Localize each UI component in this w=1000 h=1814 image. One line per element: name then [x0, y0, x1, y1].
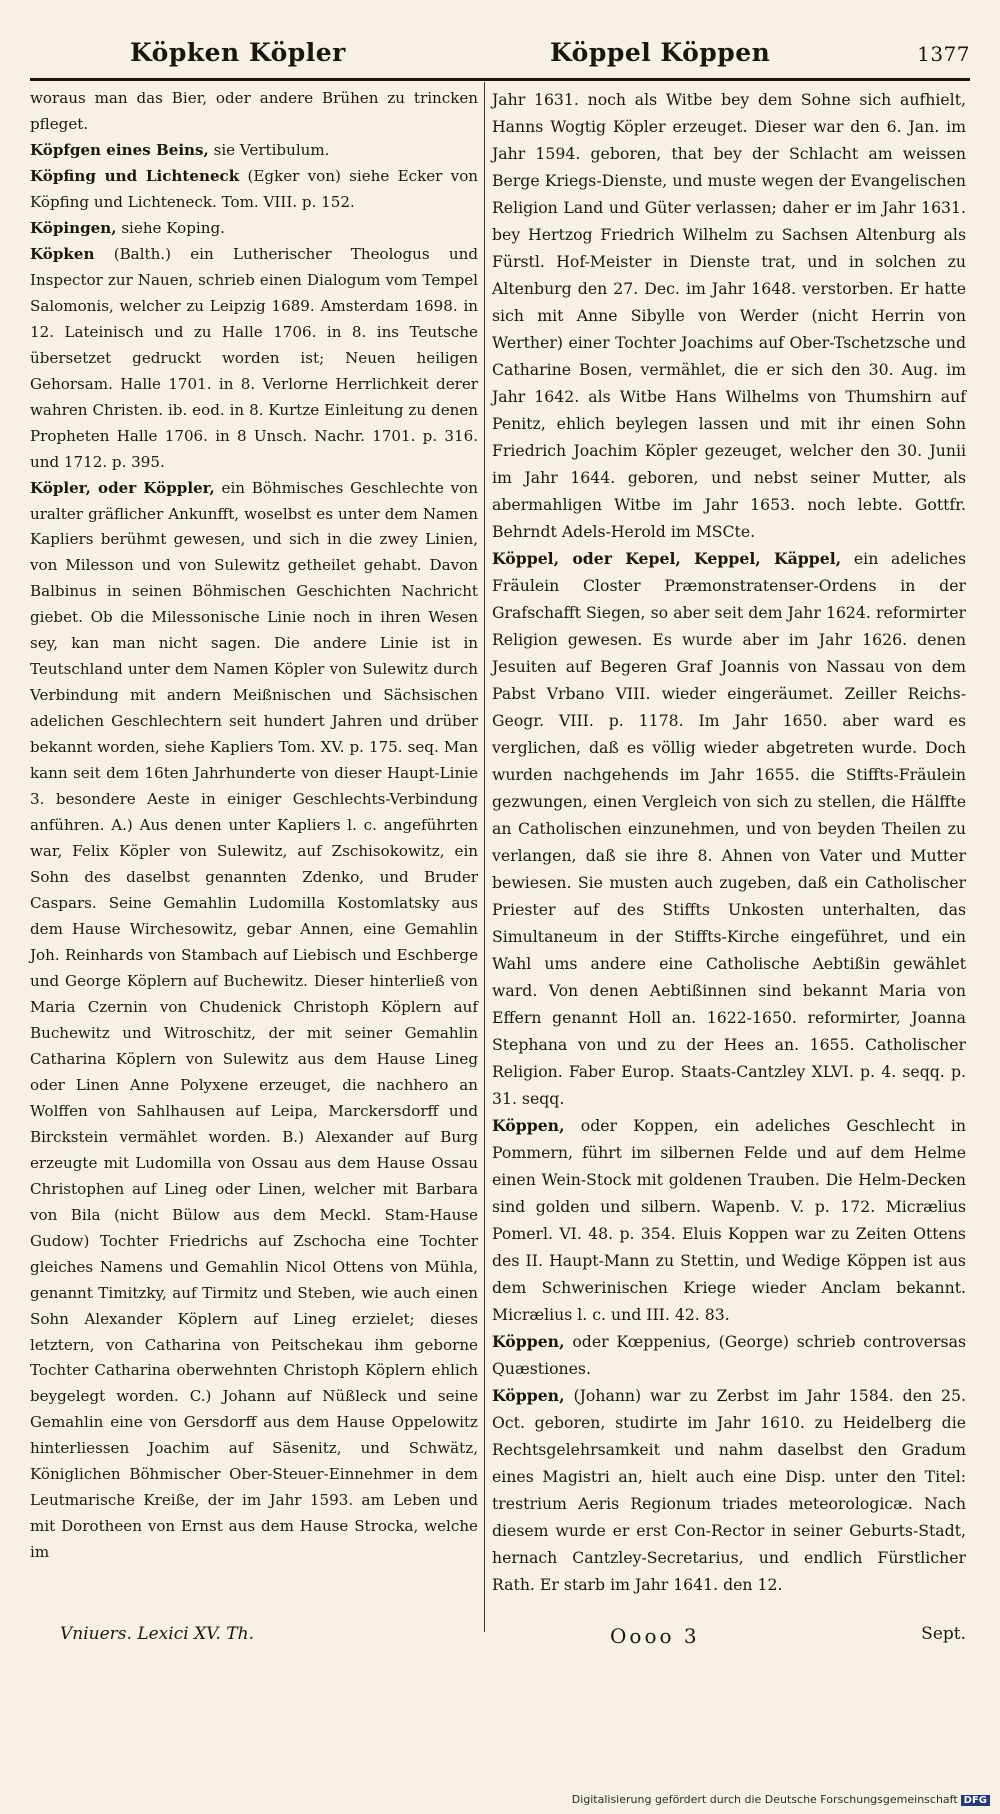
entry-text: sie Vertibulum.	[208, 140, 330, 159]
entry-headword: Köpfgen eines Beins,	[30, 140, 209, 159]
right-column	[492, 86, 966, 1598]
entry-headword: Köppen,	[492, 1332, 565, 1351]
lexicon-entry	[30, 164, 478, 216]
entry-text: oder Koppen, ein adeliches Geschlecht in Pommern, führt im silbernen Felde und auf dem Helme einen Wein-Stock mit goldenen Trauben. Die Helm-Decken sind golden und silbern. Wapenb. V. p. 172. Micrælius Pomerl. VI. 48. p. 354. Eluis Koppen war zu Zeiten Ottens des II. Haupt-Mann zu Stettin, und Wedige Köppen ist aus dem Schwerinischen Kriege wieder Anclam bekannt. Micrælius l. c. und III. 42. 83.	[492, 1116, 966, 1324]
column-divider	[484, 82, 485, 1632]
lexicon-entry	[492, 1328, 966, 1382]
lexicon-entry	[492, 1382, 966, 1598]
entry-text: ein adeliches Fräulein Closter Præmonstratenser-Ordens in der Grafschafft Siegen, so aber seit dem Jahr 1624. reformirter Religion gewesen. Es wurde aber im Jahr 1626. denen Jesuiten auf Begeren Graf Joannis von Nassau von dem Pabst Vrbano VIII. wieder eingeräumet. Zeiller Reichs-Geogr. VIII. p. 1178. Im Jahr 1650. aber ward es verglichen, daß es völlig wieder abgetreten wurde. Doch wurden nachgehends im Jahr 1655. die Stiffts-Fräulein gezwungen, einen Vergleich von sich zu stellen, die Hälffte an Catholischen einzunehmen, und von beyden Theilen zu verlangen, daß sie ihre 8. Ahnen von Vater und Mutter bewiesen. Sie musten auch zugeben, daß ein Catholischer Priester auf des Stiffts Unkosten unterhalten, das Simultaneum in der Stiffts-Kirche eingeführet, und ein Wahl ums andere eine Catholische Aebtißin gewählet ward. Von denen Aebtißinnen sind bekannt Maria von Effern genannt Holl an. 1622-1650. reformirter, Joanna Stephana von und zu der Hees an. 1655. Catholischer Religion. Faber Europ. Staats-Cantzley XLVI. p. 4. seqq. p. 31. seqq.	[492, 549, 966, 1108]
catchword: Sept.	[921, 1624, 966, 1644]
entry-text: Jahr 1631. noch als Witbe bey dem Sohne sich aufhielt, Hanns Wogtig Köpler erzeuget. Dieser war den 6. Jan. im Jahr 1594. geboren, that bey der Schlacht am weissen Berge Kriegs-Dienste, und muste wegen der Evangelischen Religion Land und Güter verlassen; daher er im Jahr 1631. bey Hertzog Friedrich Wilhelm zu Sachsen Altenburg als Fürstl. Hof-Meister in Dienste trat, und in solchen zu Altenburg den 27. Dec. im Jahr 1648. verstorben. Er hatte sich mit Anne Sibylle von Werder (nicht Herrin von Werther) einer Tochter Joachims auf Ober-Tschetzsche und Catharine Bosen, vermählet, die er sich den 30. Aug. im Jahr 1642. als Witbe Hans Wilhelms von Thumshirn auf Penitz, ehlich beylegen lassen und mit ihr einen Sohn Friedrich Joachim Köpler gezeuget, welcher den 30. Junii im Jahr 1644. geboren, und nebst seiner Mutter, als abermahligen Witbe im Jahr 1653. noch lebte. Gottfr. Behrndt Adels-Herold im MSCte.	[492, 90, 966, 541]
entry-text: siehe Koping.	[116, 218, 225, 237]
lexicon-entry	[492, 86, 966, 545]
entry-headword: Köpler, oder Köppler,	[30, 478, 215, 497]
header-rule	[30, 78, 970, 81]
running-head-right: Köppel Köppen	[550, 38, 771, 67]
lexicon-entry	[492, 545, 966, 1112]
entry-headword: Köppen,	[492, 1386, 565, 1405]
page-header	[30, 38, 970, 78]
page-number: 1377	[917, 42, 970, 66]
credit-text: Digitalisierung gefördert durch die Deutsche Forschungsgemeinschaft	[571, 1793, 958, 1806]
signature-line: Vniuers. Lexici XV. Th.	[60, 1624, 254, 1644]
entry-text: (Balth.) ein Lutherischer Theologus und Inspector zur Nauen, schrieb einen Dialogum vom Tempel Salomonis, welcher zu Leipzig 1689. Amsterdam 1698. in 12. Lateinisch und zu Halle 1706. in 8. ins Teutsche übersetzet gedruckt worden ist; Neuen heiligen Gehorsam. Halle 1701. in 8. Verlorne Herrlichkeit derer wahren Christen. ib. eod. in 8. Kurtze Einleitung zu denen Propheten Halle 1706. in 8 Unsch. Nachr. 1701. p. 316. und 1712. p. 395.	[30, 244, 478, 471]
lexicon-entry	[30, 138, 478, 164]
lexicon-entry	[30, 86, 478, 138]
lexicon-entry	[30, 216, 478, 242]
entry-headword: Köpfing und Lichteneck	[30, 166, 240, 185]
entry-text: oder Kœppenius, (George) schrieb controversas Quæstiones.	[492, 1332, 966, 1378]
lexicon-entry	[492, 1112, 966, 1328]
lexicon-entry	[30, 242, 478, 476]
entry-text: (Johann) war zu Zerbst im Jahr 1584. den 25. Oct. geboren, studirte im Jahr 1610. zu Heidelberg die Rechtsgelehrsamkeit und nahm daselbst den Gradum eines Magistri an, hielt auch eine Disp. unter den Titel: trestrium Aeris Regionum triades meteorologicæ. Nach diesem wurde er erst Con-Rector in seiner Geburts-Stadt, hernach Cantzley-Secretarius, und endlich Fürstlicher Rath. Er starb im Jahr 1641. den 12.	[492, 1386, 966, 1594]
entry-text: woraus man das Bier, oder andere Brühen zu trincken pfleget.	[30, 89, 478, 133]
running-head-left: Köpken Köpler	[130, 38, 346, 67]
entry-headword: Köpken	[30, 244, 95, 263]
entry-headword: Köpingen,	[30, 218, 117, 237]
digitization-credit	[572, 1793, 990, 1806]
lexicon-entry	[30, 476, 478, 1567]
entry-text: ein Böhmisches Geschlechte von uralter gräflicher Ankunfft, woselbst es unter dem Namen Kapliers berühmt gewesen, und sich in die zwey Linien, von Milesson und von Sulewitz getheilet gehabt. Davon Balbinus in seinen Böhmischen Geschichten Nachricht giebet. Ob die Milessonische Linie noch in ihren Wesen sey, kan man nicht sagen. Die andere Linie ist in Teutschland unter dem Namen Köpler von Sulewitz durch Verbindung mit andern Meißnischen und Sächsischen adelichen Geschlechtern seit hundert Jahren und drüber bekannt worden, siehe Kapliers Tom. XV. p. 175. seq. Man kann seit dem 16ten Jahrhunderte von dieser Haupt-Linie 3. besondere Aeste in einiger Geschlechts-Verbindung anführen. A.) Aus denen unter Kapliers l. c. angeführten war, Felix Köpler von Sulewitz, auf Zschisokowitz, ein Sohn des daselbst genannten Zdenko, und Bruder Caspars. Seine Gemahlin Ludomilla Kostomlatsky aus dem Hause Wirchesowitz, gebar Annen, eine Gemahlin Joh. Reinhards von Stambach auf Liebisch und Eschberge und George Köplern auf Buchewitz. Dieser hinterließ von Maria Czernin von Chudenick Christoph Köplern auf Buchewitz und Witroschitz, der mit seiner Gemahlin Catharina Köplern von Sulewitz aus dem Hause Lineg oder Linen Anne Polyxene erzeuget, die nachhero an Wolffen von Sahlhausen auf Leipa, Marckersdorff und Birckstein vermählet worden. B.) Alexander auf Burg erzeugte mit Ludomilla von Ossau aus dem Hause Ossau Christophen auf Lineg oder Linen, welcher mit Barbara von Bila (nicht Bülow aus dem Meckl. Stam-Hause Gudow) Tochter Friedrichs auf Zschocha eine Tochter gleiches Namens und Gemahlin Nicol Ottens von Mühla, genannt Timitzky, auf Tirmitz und Steben, wie auch einen Sohn Alexander Köplern auf Lineg erzielet; dieses letztern, von Catharina von Peitschekau ihm geborne Tochter Catharina oberwehnten Christoph Köplern ehlich beygelegt worden. C.) Johann auf Nüßleck und seine Gemahlin eine von Gersdorff aus dem Hause Oppelowitz hinterliessen Joachim auf Säsenitz, und Schwätz, Königlichen Böhmischer Ober-Steuer-Einnehmer in dem Leutmarische Kreiße, der im Jahr 1593. am Leben und mit Dorotheen von Ernst aus dem Hause Strocka, welche im	[30, 478, 478, 1562]
dfg-logo: DFG	[961, 1795, 990, 1806]
sheet-mark: Oooo 3	[610, 1624, 700, 1648]
left-column	[30, 86, 478, 1566]
entry-headword: Köppel, oder Kepel, Keppel, Käppel,	[492, 549, 842, 568]
entry-headword: Köppen,	[492, 1116, 565, 1135]
entry-text: (Egker von) siehe Ecker von Köpfing und Lichteneck. Tom. VIII. p. 152.	[30, 166, 478, 211]
